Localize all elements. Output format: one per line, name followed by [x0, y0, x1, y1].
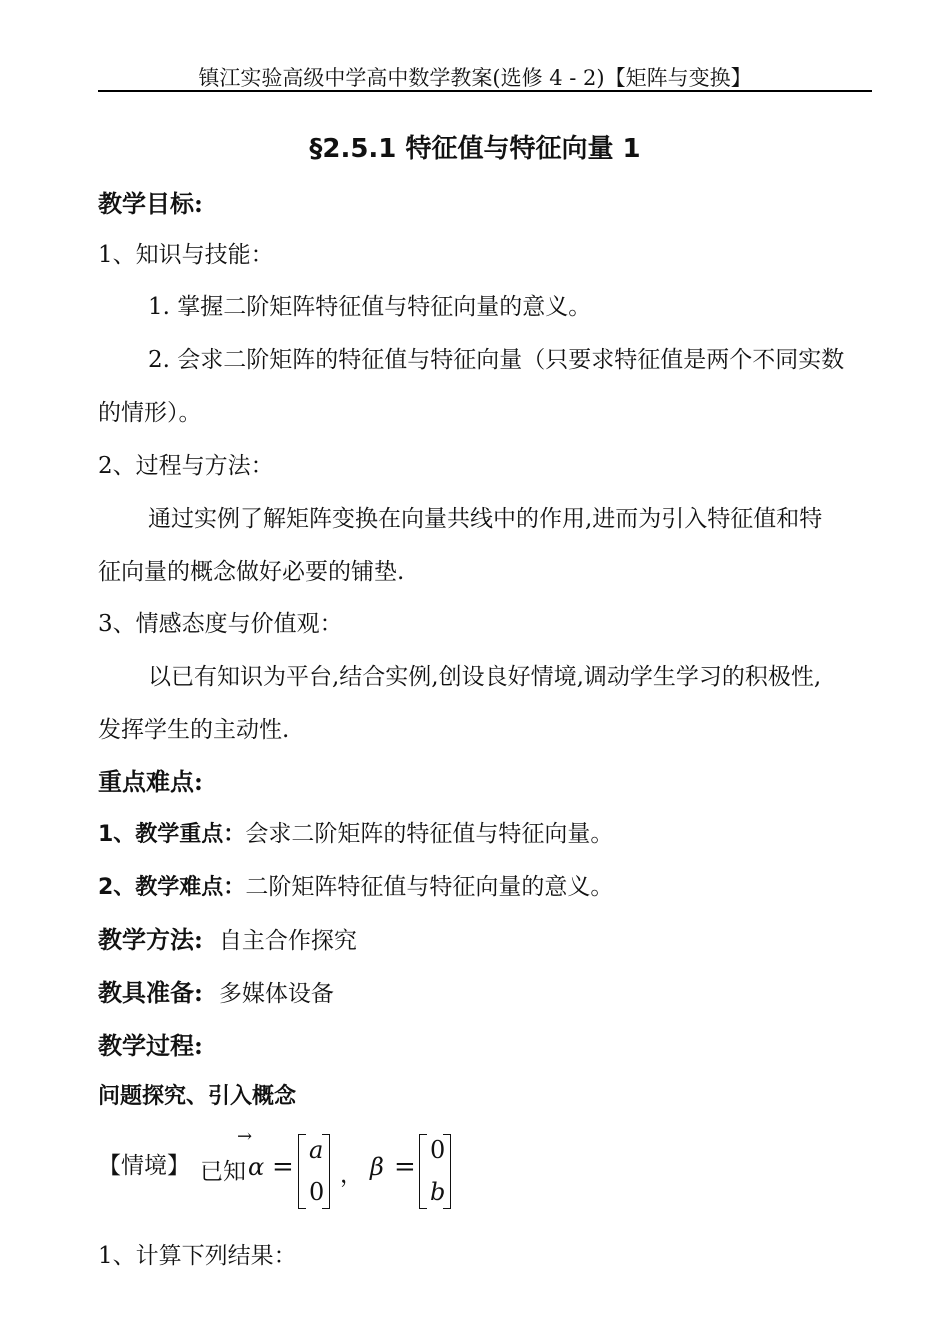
beta-bracket-right — [443, 1134, 451, 1209]
attitude-line-1: 以已有知识为平台,结合实例,创设良好情境,调动学生学习的积极性, — [148, 664, 822, 690]
header-divider — [98, 90, 872, 92]
beta-entry-1: 0 — [430, 1136, 446, 1164]
page-header: 镇江实验高级中学高中数学教案(选修 4 - 2)【矩阵与变换】 — [198, 66, 752, 90]
given-text: 已知 — [200, 1159, 246, 1185]
attitude-line-2: 发挥学生的主动性. — [98, 717, 290, 743]
equals-sign-2: = — [394, 1152, 416, 1182]
equals-sign-1: = — [272, 1152, 294, 1182]
lesson-title: §2.5.1 特征值与特征向量 1 — [309, 134, 641, 164]
difficulty-text: 二阶矩阵特征值与特征向量的意义。 — [245, 874, 614, 900]
tools-text: 多媒体设备 — [218, 981, 334, 1007]
process-line-2: 征向量的概念做好必要的铺垫. — [98, 559, 405, 585]
objectives-heading: 教学目标: — [98, 189, 203, 218]
tools-label: 教具准备: — [98, 978, 203, 1007]
alpha-entry-2: 0 — [309, 1178, 325, 1206]
difficulty-label: 2、教学难点： — [98, 875, 246, 900]
method-text: 自主合作探究 — [218, 928, 357, 954]
situation-label: 【情境】 — [98, 1153, 190, 1179]
alpha-bracket-right — [322, 1134, 330, 1209]
vector-arrow-icon: → — [237, 1126, 253, 1147]
attitude-label: 3、情感态度与价值观： — [98, 611, 343, 637]
focus-text: 会求二阶矩阵的特征值与特征向量。 — [245, 821, 614, 847]
process-label: 2、过程与方法： — [98, 453, 274, 479]
key-points-heading: 重点难点: — [98, 767, 203, 796]
section-heading: 问题探究、引入概念 — [98, 1084, 297, 1109]
method-line — [98, 920, 357, 955]
focus-label: 1、教学重点： — [98, 822, 246, 847]
beta-bracket-left — [419, 1134, 427, 1209]
focus-line — [98, 815, 613, 848]
alpha-symbol: α — [248, 1153, 265, 1181]
formula-comma: ， — [340, 1162, 363, 1188]
difficulty-line — [98, 868, 613, 901]
method-label: 教学方法: — [98, 925, 203, 954]
compute-label: 1、计算下列结果： — [98, 1243, 297, 1269]
beta-symbol: β — [370, 1153, 384, 1181]
knowledge-item-2-line1: 2. 会求二阶矩阵的特征值与特征向量（只要求特征值是两个不同实数 — [148, 347, 845, 373]
knowledge-item-1: 1. 掌握二阶矩阵特征值与特征向量的意义。 — [148, 294, 592, 320]
tools-line — [98, 973, 334, 1008]
process-heading: 教学过程: — [98, 1031, 203, 1060]
knowledge-label: 1、知识与技能： — [98, 242, 274, 268]
alpha-bracket-left — [298, 1134, 306, 1209]
beta-entry-2: b — [430, 1178, 446, 1206]
process-line-1: 通过实例了解矩阵变换在向量共线中的作用,进而为引入特征值和特 — [148, 506, 823, 532]
knowledge-item-2-line2: 的情形）。 — [98, 400, 202, 426]
alpha-entry-1: a — [309, 1136, 324, 1164]
